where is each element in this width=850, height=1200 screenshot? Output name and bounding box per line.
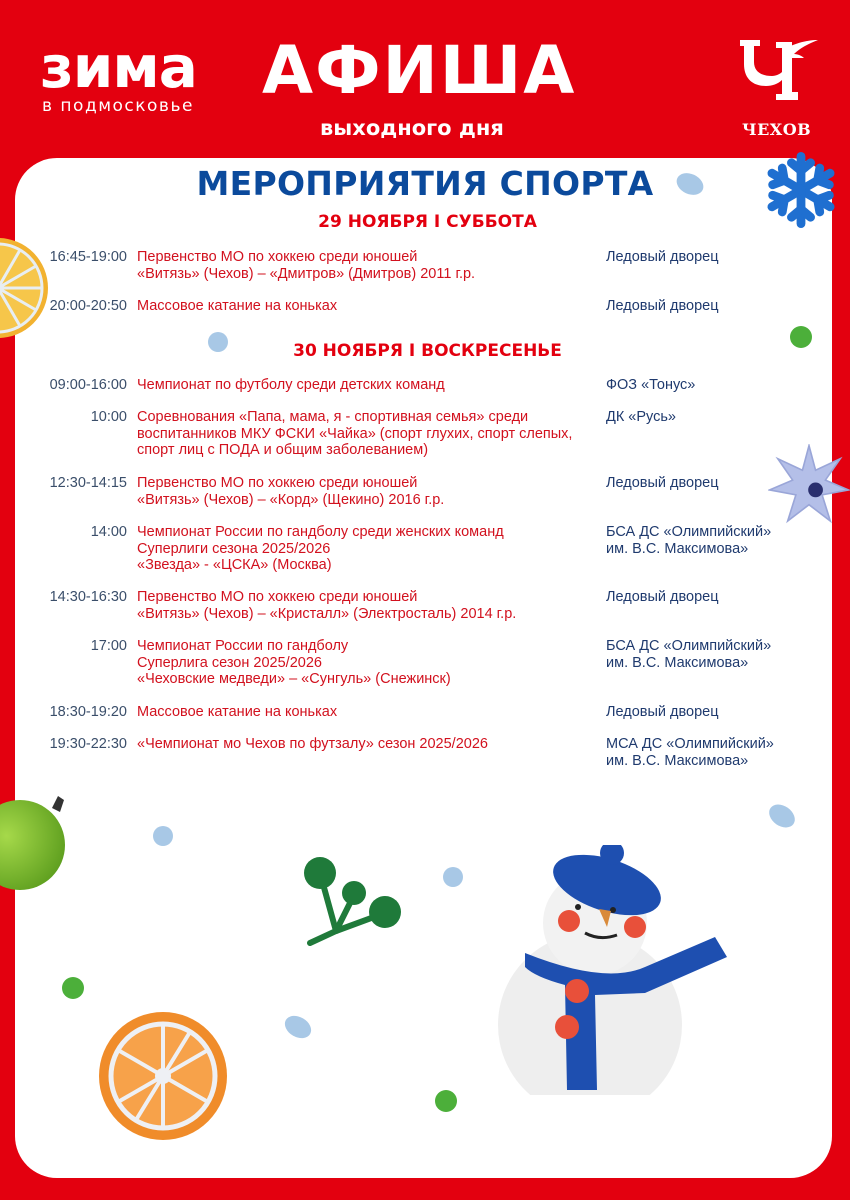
event-description: Массовое катание на коньках xyxy=(137,704,338,720)
event-description: Первенство МО по хоккею среди юношей «Витязь» (Чехов) – «Кристалл» (Электросталь) 2014 г.р. xyxy=(137,589,517,622)
confetti-dot xyxy=(62,977,84,999)
event-time: 17:00 xyxy=(90,638,127,654)
event-venue: ДК «Русь» xyxy=(606,409,676,425)
confetti-dot xyxy=(208,332,228,352)
event-description: Чемпионат по футболу среди детских команд xyxy=(137,377,445,393)
event-venue: БСА ДС «Олимпийский» им. В.С. Максимова» xyxy=(606,524,772,557)
event-description: Соревнования «Папа, мама, я - спортивная семья» среди воспитанников МКУ ФСКИ «Чайка» (спорт глухих, спорт слепых, спорт лиц с ПОДА и общим заболеванием) xyxy=(137,409,573,458)
confetti-dot xyxy=(790,326,812,348)
event-venue: МСА ДС «Олимпийский» им. В.С. Максимова» xyxy=(606,736,774,769)
event-time: 16:45-19:00 xyxy=(49,249,127,265)
green-bauble-icon xyxy=(0,790,70,890)
event-venue: Ледовый дворец xyxy=(606,298,719,314)
event-time: 10:00 xyxy=(90,409,127,425)
snowflake-icon xyxy=(752,150,850,230)
event-time: 14:30-16:30 xyxy=(49,589,127,605)
event-time: 14:00 xyxy=(90,524,127,540)
berry-branch-icon xyxy=(300,855,405,955)
confetti-dot xyxy=(443,867,463,887)
event-description: «Чемпионат мо Чехов по футзалу» сезон 2025/2026 xyxy=(137,736,488,752)
star-ornament-icon xyxy=(768,444,850,526)
event-time: 19:30-22:30 xyxy=(49,736,127,752)
event-time: 09:00-16:00 xyxy=(49,377,127,393)
confetti-dot xyxy=(435,1090,457,1112)
section-title: МЕРОПРИЯТИЯ СПОРТА xyxy=(196,164,654,203)
lemon-slice-icon xyxy=(0,236,50,340)
day-header-saturday: 29 НОЯБРЯ I СУББОТА xyxy=(318,212,537,232)
orange-cookie-icon xyxy=(96,1010,230,1142)
event-description: Чемпионат России по гандболу Суперлига сезон 2025/2026 «Чеховские медведи» – «Сунгуль» (Снежинск) xyxy=(137,638,451,687)
page-subheading: выходного дня xyxy=(320,116,504,140)
event-time: 12:30-14:15 xyxy=(49,475,127,491)
event-venue: БСА ДС «Олимпийский» им. В.С. Максимова» xyxy=(606,638,772,671)
event-description: Чемпионат России по гандболу среди женских команд Суперлиги сезона 2025/2026 «Звезда» - «ЦСКА» (Москва) xyxy=(137,524,504,573)
event-venue: Ледовый дворец xyxy=(606,589,719,605)
event-venue: Ледовый дворец xyxy=(606,475,719,491)
page-heading: АФИША xyxy=(262,32,577,109)
event-description: Первенство МО по хоккею среди юношей «Витязь» (Чехов) – «Дмитров» (Дмитров) 2011 г.р. xyxy=(137,249,476,282)
chekhov-logo-icon xyxy=(736,36,820,104)
brand-zima-subtitle: в подмосковье xyxy=(42,96,194,116)
event-venue: Ледовый дворец xyxy=(606,249,719,265)
event-description: Массовое катание на коньках xyxy=(137,298,338,314)
event-venue: Ледовый дворец xyxy=(606,704,719,720)
event-venue: ФОЗ «Тонус» xyxy=(606,377,696,393)
confetti-dot xyxy=(153,826,173,846)
event-time: 18:30-19:20 xyxy=(49,704,127,720)
brand-zima-logo: зима xyxy=(40,33,197,101)
snowman-icon xyxy=(495,845,730,1095)
event-description: Первенство МО по хоккею среди юношей «Витязь» (Чехов) – «Корд» (Щекино) 2016 г.р. xyxy=(137,475,445,508)
event-time: 20:00-20:50 xyxy=(49,298,127,314)
day-header-sunday: 30 НОЯБРЯ I ВОСКРЕСЕНЬЕ xyxy=(293,341,562,361)
chekhov-city-name: ЧЕХОВ xyxy=(742,120,812,139)
